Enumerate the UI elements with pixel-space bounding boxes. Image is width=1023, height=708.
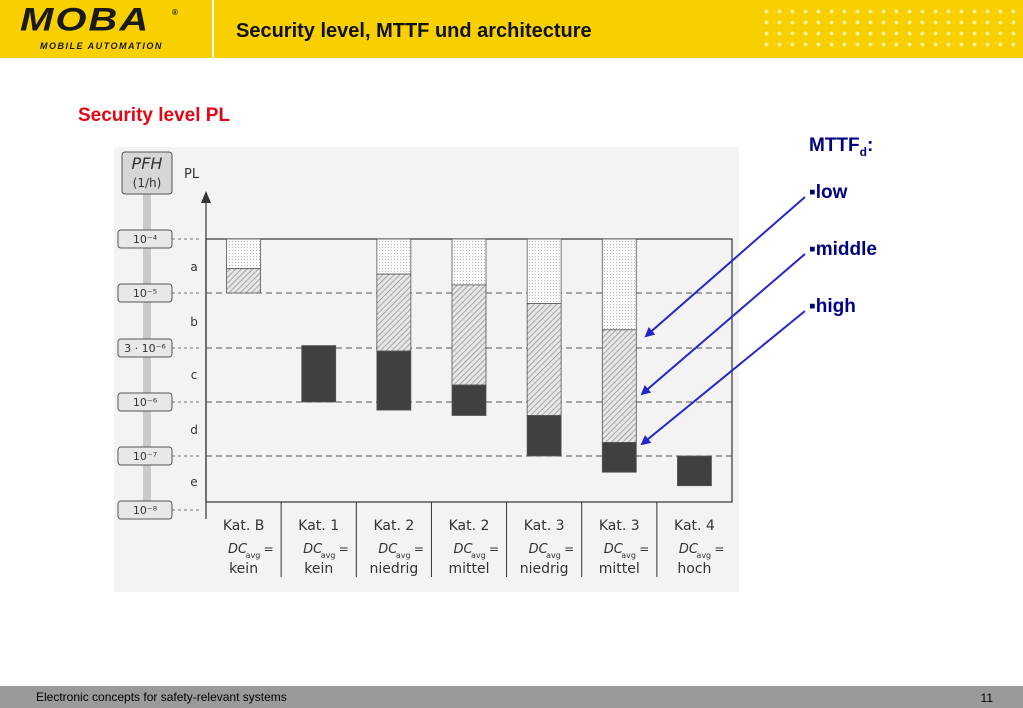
- pfh-header-label: PFH: [131, 154, 163, 173]
- category-dc-avg: avg: [621, 551, 637, 560]
- category-kat: Kat. 2: [373, 518, 415, 534]
- mttf-label: MTTF: [809, 135, 860, 156]
- category-dc: DC: [303, 542, 323, 557]
- footer-bar: [0, 686, 1023, 708]
- category-dc-equals: =: [413, 542, 424, 556]
- pfh-tick-label: 10⁻⁴: [132, 233, 158, 246]
- pfh-header-unit: (1/h): [132, 176, 162, 190]
- pl-level-b: b: [190, 315, 198, 329]
- category-dc-avg: avg: [696, 551, 712, 560]
- section-title: Security level PL: [78, 105, 231, 126]
- category-dc-equals: =: [338, 542, 349, 556]
- category-dc-avg: avg: [245, 551, 261, 560]
- category-dc: DC: [228, 542, 248, 557]
- legend-high: ▪high: [809, 296, 856, 317]
- registered-mark: ®: [172, 8, 178, 17]
- page-number: 11: [980, 691, 993, 705]
- category-level: mittel: [598, 561, 640, 577]
- category-dc-equals: =: [714, 542, 725, 556]
- category-level: kein: [304, 561, 334, 577]
- legend-low: ▪low: [809, 182, 848, 203]
- category-level: mittel: [448, 561, 490, 577]
- category-dc-equals: =: [639, 542, 650, 556]
- arrow-high: [642, 311, 805, 444]
- category-kat: Kat. 1: [298, 518, 340, 534]
- category-dc-avg: avg: [320, 551, 336, 560]
- category-kat: Kat. 4: [674, 518, 715, 534]
- pl-level-a: a: [190, 260, 198, 274]
- category-dc-avg: avg: [546, 551, 561, 560]
- category-dc: DC: [528, 542, 548, 557]
- arrow-low: [646, 197, 805, 336]
- category-kat: Kat. 2: [448, 518, 490, 534]
- pfh-tick-label: 3 · 10⁻⁶: [124, 342, 166, 355]
- category-level: hoch: [677, 561, 712, 577]
- category-dc: DC: [603, 542, 623, 557]
- mttf-suffix: :: [867, 135, 874, 156]
- slide-title: Security level, MTTF und architecture: [236, 20, 592, 42]
- category-level: niedrig: [519, 561, 569, 577]
- legend-middle: ▪middle: [809, 239, 877, 260]
- pl-level-e: e: [190, 475, 198, 489]
- category-dc-avg: avg: [471, 551, 486, 560]
- category-kat: Kat. 3: [523, 518, 565, 534]
- pfh-tick-label: 10⁻⁷: [132, 450, 158, 463]
- category-dc-avg: avg: [395, 551, 411, 560]
- category-kat: Kat. B: [222, 518, 265, 534]
- category-dc-equals: =: [263, 542, 274, 556]
- mttf-subscript: d: [859, 144, 867, 159]
- pfh-tick-label: 10⁻⁵: [132, 287, 158, 300]
- footer-text: Electronic concepts for safety-relevant systems: [36, 690, 287, 704]
- pfh-tick-label: 10⁻⁸: [132, 504, 158, 517]
- logo-subtitle: MOBILE AUTOMATION: [40, 41, 163, 51]
- category-level: kein: [229, 561, 259, 577]
- pl-axis-label: PL: [184, 167, 200, 182]
- category-dc: DC: [453, 542, 473, 557]
- category-kat: Kat. 3: [598, 518, 640, 534]
- category-dc-equals: =: [564, 542, 575, 556]
- category-dc: DC: [378, 542, 398, 557]
- category-dc-equals: =: [489, 542, 500, 556]
- pl-level-c: c: [190, 368, 198, 382]
- pfh-tick-label: 10⁻⁶: [132, 396, 158, 409]
- category-dc: DC: [678, 542, 698, 557]
- pl-level-d: d: [190, 423, 198, 437]
- category-level: niedrig: [369, 561, 419, 577]
- logo-wordmark: MOBA: [20, 2, 151, 39]
- arrow-middle: [642, 254, 805, 394]
